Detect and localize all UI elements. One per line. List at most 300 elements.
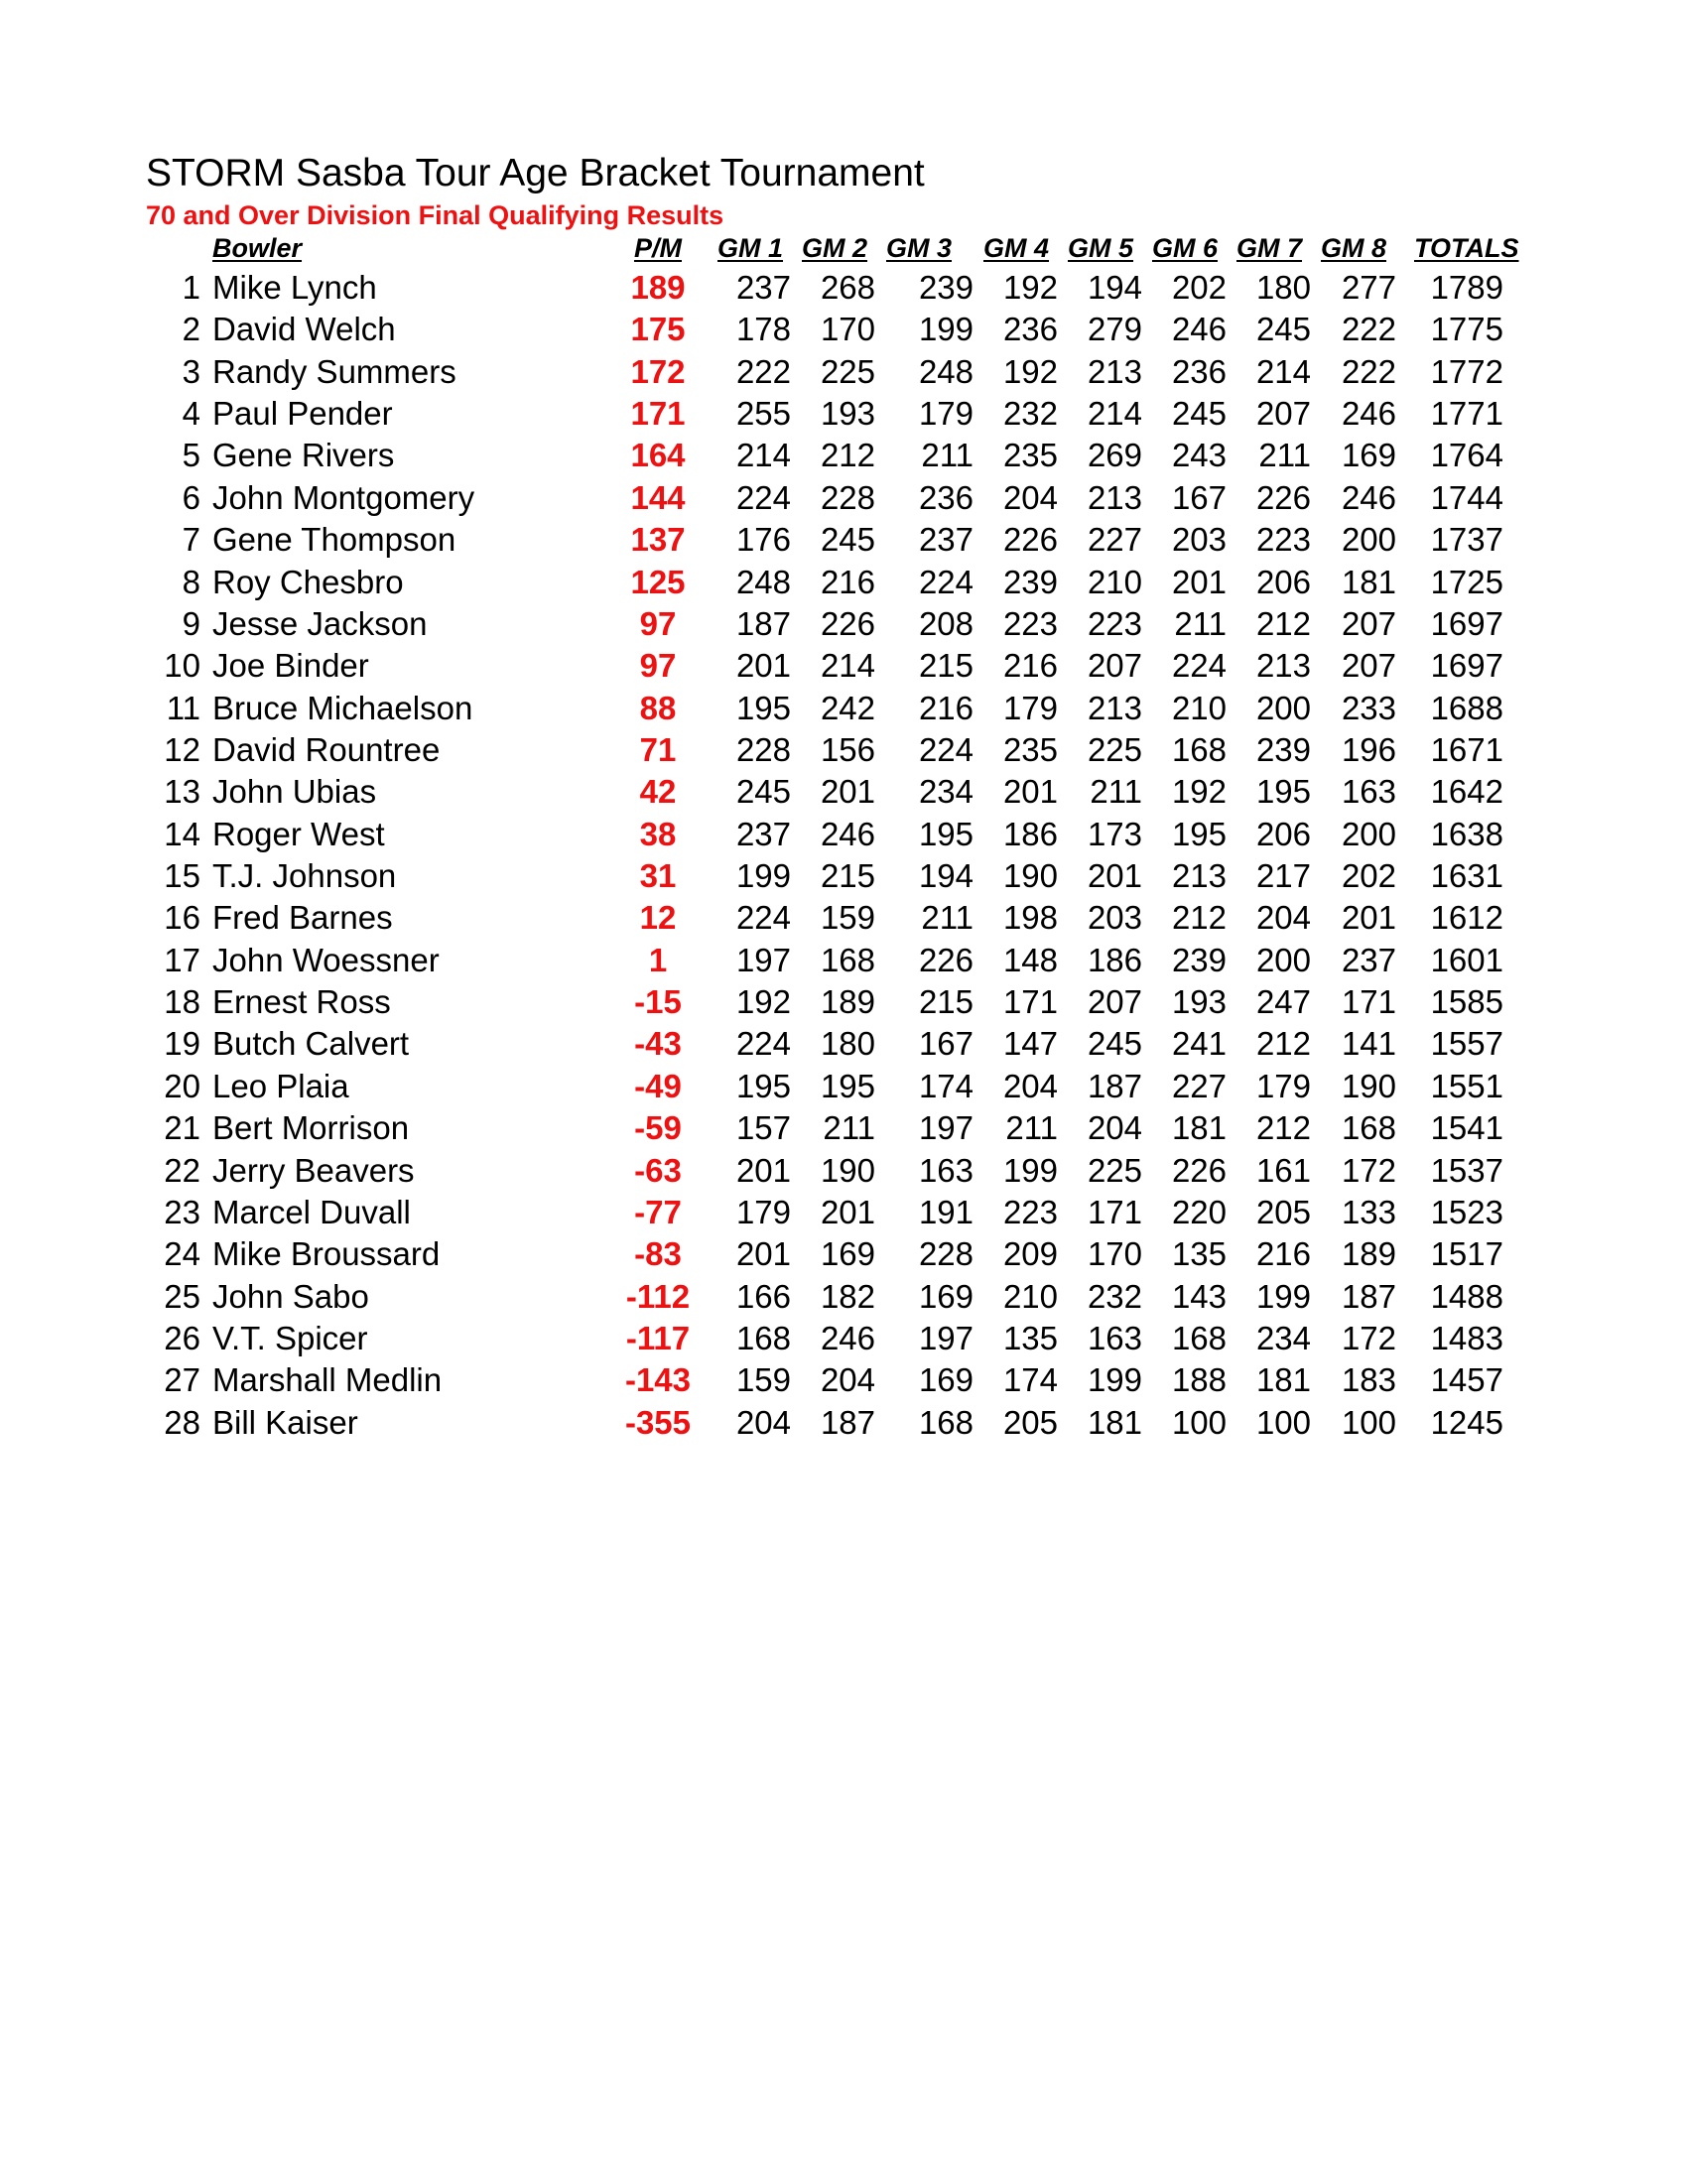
game-4-score-cell: 174: [1002, 1361, 1058, 1399]
table-row: [0, 351, 1688, 393]
game-1-score-cell: 255: [735, 395, 791, 433]
game-5-score-cell: 214: [1087, 395, 1142, 433]
pm-cell: 175: [630, 311, 686, 348]
pm-cell: 38: [639, 815, 677, 852]
game-6-score-cell: 227: [1171, 1067, 1227, 1104]
game-3-score-cell: 191: [918, 1193, 974, 1230]
game-3-score-cell: 237: [918, 521, 974, 559]
total-cell: 1775: [1430, 311, 1503, 348]
game-3-score-cell: 169: [918, 1361, 974, 1399]
pm-cell: -117: [625, 1319, 691, 1356]
game-4-score-cell: 147: [1002, 1025, 1058, 1063]
game-8-score-cell: 100: [1341, 1403, 1396, 1441]
game-5-score-cell: 211: [1090, 773, 1142, 811]
game-5-score-cell: 225: [1087, 730, 1142, 768]
game-5-score-cell: 225: [1087, 1151, 1142, 1189]
game-8-score-cell: 222: [1341, 311, 1396, 348]
game-1-score-cell: 222: [735, 352, 791, 390]
game-6-score-cell: 203: [1171, 521, 1227, 559]
game-2-score-cell: 225: [820, 352, 875, 390]
table-row: [0, 562, 1688, 603]
game-4-score-cell: 135: [1002, 1319, 1058, 1356]
bowler-name-cell: Roy Chesbro: [212, 563, 404, 600]
rank-cell: 7: [182, 521, 200, 559]
pm-cell: -77: [634, 1193, 682, 1230]
game-6-score-cell: 202: [1171, 269, 1227, 306]
game-4-score-cell: 235: [1002, 730, 1058, 768]
rank-cell: 9: [182, 604, 200, 642]
total-cell: 1772: [1430, 352, 1503, 390]
game-2-score-cell: 201: [820, 773, 875, 811]
page-subtitle: 70 and Over Division Final Qualifying Results: [146, 200, 724, 230]
game-3-score-cell: 239: [918, 269, 974, 306]
game-4-score-cell: 239: [1002, 563, 1058, 600]
bowler-name-cell: Joe Binder: [212, 647, 369, 685]
table-row: [0, 1276, 1688, 1318]
pm-cell: -143: [624, 1361, 692, 1399]
bowler-name-cell: T.J. Johnson: [212, 857, 397, 895]
table-row: [0, 1318, 1688, 1359]
game-1-score-cell: 157: [735, 1109, 791, 1147]
table-row: [0, 477, 1688, 519]
game-3-score-cell: 216: [918, 689, 974, 726]
game-3-score-cell: 211: [921, 437, 974, 474]
game-8-score-cell: 233: [1341, 689, 1396, 726]
game-7-score-cell: 200: [1255, 941, 1311, 978]
total-cell: 1523: [1430, 1193, 1503, 1230]
total-cell: 1744: [1430, 478, 1503, 516]
game-1-score-cell: 195: [735, 1067, 791, 1104]
game-7-score-cell: 212: [1255, 604, 1311, 642]
game-6-score-cell: 135: [1171, 1235, 1227, 1273]
game-2-score-cell: 201: [820, 1193, 875, 1230]
game-7-score-cell: 213: [1255, 647, 1311, 685]
rank-cell: 15: [164, 857, 200, 895]
game-3-score-cell: 215: [918, 983, 974, 1021]
game-4-score-cell: 236: [1002, 311, 1058, 348]
game-8-score-cell: 169: [1341, 437, 1396, 474]
game-1-score-cell: 168: [735, 1319, 791, 1356]
game-2-score-cell: 189: [820, 983, 875, 1021]
game-8-score-cell: 222: [1341, 352, 1396, 390]
total-cell: 1601: [1430, 941, 1503, 978]
table-row: [0, 1066, 1688, 1107]
pm-cell: 171: [630, 395, 686, 433]
game-2-score-cell: 245: [820, 521, 875, 559]
game-2-score-cell: 216: [820, 563, 875, 600]
game-6-score-cell: 195: [1171, 815, 1227, 852]
game-1-score-cell: 224: [735, 899, 791, 937]
bowler-name-cell: John Ubias: [212, 773, 377, 811]
game-4-score-cell: 223: [1002, 604, 1058, 642]
game-6-score-cell: 224: [1171, 647, 1227, 685]
game-3-score-cell: 236: [918, 478, 974, 516]
game-3-score-cell: 226: [918, 941, 974, 978]
table-row: [0, 267, 1688, 309]
game-3-score-cell: 174: [918, 1067, 974, 1104]
table-row: [0, 393, 1688, 435]
game-6-score-cell: 192: [1171, 773, 1227, 811]
rank-cell: 26: [164, 1319, 200, 1356]
rank-cell: 20: [164, 1067, 200, 1104]
game-4-score-cell: 179: [1002, 689, 1058, 726]
game-3-score-cell: 194: [918, 857, 974, 895]
game-7-score-cell: 234: [1255, 1319, 1311, 1356]
bowler-name-cell: John Woessner: [212, 941, 440, 978]
total-cell: 1737: [1430, 521, 1503, 559]
game-7-score-cell: 161: [1255, 1151, 1311, 1189]
total-cell: 1585: [1430, 983, 1503, 1021]
bowler-name-cell: Bert Morrison: [212, 1109, 410, 1147]
bowler-name-cell: V.T. Spicer: [212, 1319, 368, 1356]
game-5-score-cell: 187: [1087, 1067, 1142, 1104]
game-2-score-cell: 242: [820, 689, 875, 726]
game-8-score-cell: 168: [1341, 1109, 1396, 1147]
total-cell: 1764: [1430, 437, 1503, 474]
table-row: [0, 771, 1688, 813]
bowler-name-cell: Jerry Beavers: [212, 1151, 415, 1189]
pm-cell: 164: [630, 437, 686, 474]
total-cell: 1551: [1430, 1067, 1503, 1104]
game-4-score-cell: 192: [1002, 352, 1058, 390]
pm-cell: 137: [630, 521, 686, 559]
rank-cell: 4: [182, 395, 200, 433]
game-8-score-cell: 200: [1341, 815, 1396, 852]
game-6-score-cell: 211: [1174, 604, 1227, 642]
game-8-score-cell: 171: [1341, 983, 1396, 1021]
rank-cell: 27: [164, 1361, 200, 1399]
header-gm8: GM 8: [1321, 233, 1387, 263]
game-7-score-cell: 216: [1255, 1235, 1311, 1273]
game-2-score-cell: 268: [820, 269, 875, 306]
game-8-score-cell: 200: [1341, 521, 1396, 559]
game-7-score-cell: 207: [1255, 395, 1311, 433]
bowler-name-cell: David Rountree: [212, 730, 441, 768]
pm-cell: 189: [630, 269, 686, 306]
pm-cell: -43: [634, 1025, 682, 1063]
bowler-name-cell: David Welch: [212, 311, 396, 348]
game-5-score-cell: 186: [1087, 941, 1142, 978]
game-1-score-cell: 178: [735, 311, 791, 348]
game-1-score-cell: 166: [735, 1277, 791, 1315]
game-3-score-cell: 167: [918, 1025, 974, 1063]
total-cell: 1671: [1430, 730, 1503, 768]
rank-cell: 1: [182, 269, 200, 306]
table-row: [0, 688, 1688, 729]
rank-cell: 6: [182, 478, 200, 516]
page-title: STORM Sasba Tour Age Bracket Tournament: [146, 152, 925, 194]
total-cell: 1517: [1430, 1235, 1503, 1273]
pm-cell: 172: [630, 352, 686, 390]
game-7-score-cell: 226: [1255, 478, 1311, 516]
table-row: [0, 1192, 1688, 1233]
game-8-score-cell: 190: [1341, 1067, 1396, 1104]
table-row: [0, 814, 1688, 855]
header-gm5: GM 5: [1068, 233, 1134, 263]
bowler-name-cell: Bruce Michaelson: [212, 689, 473, 726]
game-4-score-cell: 232: [1002, 395, 1058, 433]
game-8-score-cell: 196: [1341, 730, 1396, 768]
game-8-score-cell: 246: [1341, 478, 1396, 516]
game-4-score-cell: 211: [1005, 1109, 1058, 1147]
table-row: [0, 940, 1688, 981]
game-7-score-cell: 212: [1255, 1109, 1311, 1147]
total-cell: 1245: [1430, 1403, 1503, 1441]
game-3-score-cell: 208: [918, 604, 974, 642]
total-cell: 1688: [1430, 689, 1503, 726]
pm-cell: 97: [639, 647, 677, 685]
pm-cell: 31: [639, 857, 677, 895]
game-1-score-cell: 179: [735, 1193, 791, 1230]
game-7-score-cell: 214: [1255, 352, 1311, 390]
pm-cell: 125: [630, 563, 686, 600]
table-row: [0, 981, 1688, 1023]
game-2-score-cell: 226: [820, 604, 875, 642]
table-header: [0, 231, 1688, 267]
rank-cell: 5: [182, 437, 200, 474]
game-3-score-cell: 169: [918, 1277, 974, 1315]
pm-cell: -49: [634, 1067, 682, 1104]
game-8-score-cell: 172: [1341, 1319, 1396, 1356]
game-4-score-cell: 209: [1002, 1235, 1058, 1273]
total-cell: 1697: [1430, 647, 1503, 685]
pm-cell: -59: [634, 1109, 682, 1147]
header-totals: TOTALS: [1414, 233, 1519, 263]
header-pm: P/M: [633, 233, 682, 263]
pm-cell: -83: [634, 1235, 682, 1273]
game-7-score-cell: 205: [1255, 1193, 1311, 1230]
table-row: [0, 603, 1688, 645]
game-1-score-cell: 237: [735, 269, 791, 306]
game-1-score-cell: 224: [735, 1025, 791, 1063]
rank-cell: 16: [164, 899, 200, 937]
rank-cell: 25: [164, 1277, 200, 1315]
game-6-score-cell: 168: [1171, 730, 1227, 768]
bowler-name-cell: Leo Plaia: [212, 1067, 349, 1104]
game-6-score-cell: 168: [1171, 1319, 1227, 1356]
pm-cell: -63: [634, 1151, 682, 1189]
game-6-score-cell: 193: [1171, 983, 1227, 1021]
game-3-score-cell: 228: [918, 1235, 974, 1273]
game-5-score-cell: 203: [1087, 899, 1142, 937]
rank-cell: 22: [164, 1151, 200, 1189]
game-6-score-cell: 167: [1171, 478, 1227, 516]
game-7-score-cell: 245: [1255, 311, 1311, 348]
game-2-score-cell: 169: [820, 1235, 875, 1273]
total-cell: 1541: [1430, 1109, 1503, 1147]
total-cell: 1457: [1430, 1361, 1503, 1399]
game-6-score-cell: 245: [1171, 395, 1227, 433]
game-4-score-cell: 204: [1002, 1067, 1058, 1104]
game-4-score-cell: 171: [1002, 983, 1058, 1021]
rank-cell: 19: [164, 1025, 200, 1063]
pm-cell: 88: [639, 689, 677, 726]
game-2-score-cell: 159: [820, 899, 875, 937]
game-1-score-cell: 197: [735, 941, 791, 978]
game-5-score-cell: 201: [1087, 857, 1142, 895]
table-row: [0, 519, 1688, 561]
game-4-score-cell: 201: [1002, 773, 1058, 811]
game-4-score-cell: 192: [1002, 269, 1058, 306]
game-6-score-cell: 220: [1171, 1193, 1227, 1230]
game-2-score-cell: 193: [820, 395, 875, 433]
header-gm6: GM 6: [1152, 233, 1219, 263]
game-5-score-cell: 213: [1087, 689, 1142, 726]
game-7-score-cell: 223: [1255, 521, 1311, 559]
game-3-score-cell: 224: [918, 563, 974, 600]
game-3-score-cell: 197: [918, 1319, 974, 1356]
game-5-score-cell: 163: [1087, 1319, 1142, 1356]
game-2-score-cell: 246: [820, 815, 875, 852]
game-6-score-cell: 100: [1171, 1403, 1227, 1441]
game-3-score-cell: 179: [918, 395, 974, 433]
total-cell: 1612: [1430, 899, 1503, 937]
game-2-score-cell: 215: [820, 857, 875, 895]
game-3-score-cell: 168: [918, 1403, 974, 1441]
table-row: [0, 1150, 1688, 1192]
bowler-name-cell: Bill Kaiser: [212, 1403, 358, 1441]
rank-cell: 14: [164, 815, 200, 852]
game-7-score-cell: 206: [1255, 815, 1311, 852]
pm-cell: -355: [624, 1403, 692, 1441]
bowler-name-cell: John Sabo: [212, 1277, 369, 1315]
game-2-score-cell: 212: [820, 437, 875, 474]
game-2-score-cell: 182: [820, 1277, 875, 1315]
game-4-score-cell: 190: [1002, 857, 1058, 895]
game-5-score-cell: 269: [1087, 437, 1142, 474]
game-6-score-cell: 201: [1171, 563, 1227, 600]
total-cell: 1789: [1430, 269, 1503, 306]
game-5-score-cell: 232: [1087, 1277, 1142, 1315]
rank-cell: 13: [164, 773, 200, 811]
game-6-score-cell: 143: [1171, 1277, 1227, 1315]
rank-cell: 3: [182, 352, 200, 390]
rank-cell: 18: [164, 983, 200, 1021]
game-4-score-cell: 205: [1002, 1403, 1058, 1441]
game-2-score-cell: 195: [820, 1067, 875, 1104]
total-cell: 1537: [1430, 1151, 1503, 1189]
game-7-score-cell: 206: [1255, 563, 1311, 600]
game-8-score-cell: 187: [1341, 1277, 1396, 1315]
game-7-score-cell: 195: [1255, 773, 1311, 811]
game-8-score-cell: 201: [1341, 899, 1396, 937]
game-6-score-cell: 181: [1171, 1109, 1227, 1147]
game-8-score-cell: 237: [1341, 941, 1396, 978]
game-6-score-cell: 236: [1171, 352, 1227, 390]
game-7-score-cell: 179: [1255, 1067, 1311, 1104]
rank-cell: 17: [164, 941, 200, 978]
rank-cell: 11: [166, 689, 200, 726]
game-2-score-cell: 187: [820, 1403, 875, 1441]
header-gm3: GM 3: [886, 233, 953, 263]
game-5-score-cell: 207: [1087, 983, 1142, 1021]
game-7-score-cell: 239: [1255, 730, 1311, 768]
game-3-score-cell: 163: [918, 1151, 974, 1189]
game-8-score-cell: 277: [1341, 269, 1396, 306]
game-1-score-cell: 159: [735, 1361, 791, 1399]
game-2-score-cell: 180: [820, 1025, 875, 1063]
game-7-score-cell: 180: [1255, 269, 1311, 306]
game-7-score-cell: 200: [1255, 689, 1311, 726]
game-5-score-cell: 213: [1087, 478, 1142, 516]
bowler-name-cell: Jesse Jackson: [212, 604, 428, 642]
total-cell: 1483: [1430, 1319, 1503, 1356]
total-cell: 1725: [1430, 563, 1503, 600]
game-5-score-cell: 181: [1087, 1403, 1142, 1441]
table-row: [0, 855, 1688, 897]
game-1-score-cell: 248: [735, 563, 791, 600]
total-cell: 1642: [1430, 773, 1503, 811]
game-2-score-cell: 156: [820, 730, 875, 768]
bowler-name-cell: Marcel Duvall: [212, 1193, 411, 1230]
rank-cell: 24: [164, 1235, 200, 1273]
game-7-score-cell: 199: [1255, 1277, 1311, 1315]
game-1-score-cell: 201: [735, 647, 791, 685]
game-7-score-cell: 100: [1255, 1403, 1311, 1441]
bowler-name-cell: Marshall Medlin: [212, 1361, 443, 1399]
table-row: [0, 1233, 1688, 1275]
game-7-score-cell: 247: [1255, 983, 1311, 1021]
header-gm4: GM 4: [983, 233, 1050, 263]
game-7-score-cell: 204: [1255, 899, 1311, 937]
game-5-score-cell: 204: [1087, 1109, 1142, 1147]
game-5-score-cell: 194: [1087, 269, 1142, 306]
game-5-score-cell: 199: [1087, 1361, 1142, 1399]
pm-cell: -15: [634, 983, 682, 1021]
game-1-score-cell: 237: [735, 815, 791, 852]
game-3-score-cell: 195: [918, 815, 974, 852]
game-4-score-cell: 204: [1002, 478, 1058, 516]
rank-cell: 23: [164, 1193, 200, 1230]
game-3-score-cell: 197: [918, 1109, 974, 1147]
game-6-score-cell: 188: [1171, 1361, 1227, 1399]
game-4-score-cell: 226: [1002, 521, 1058, 559]
pm-cell: 97: [639, 604, 677, 642]
game-5-score-cell: 173: [1087, 815, 1142, 852]
rank-cell: 21: [164, 1109, 200, 1147]
game-2-score-cell: 246: [820, 1319, 875, 1356]
bowler-name-cell: Mike Broussard: [212, 1235, 441, 1273]
game-8-score-cell: 141: [1341, 1025, 1396, 1063]
game-6-score-cell: 246: [1171, 311, 1227, 348]
game-7-score-cell: 217: [1255, 857, 1311, 895]
game-1-score-cell: 199: [735, 857, 791, 895]
game-1-score-cell: 228: [735, 730, 791, 768]
game-8-score-cell: 246: [1341, 395, 1396, 433]
bowler-name-cell: Paul Pender: [212, 395, 393, 433]
game-5-score-cell: 279: [1087, 311, 1142, 348]
total-cell: 1771: [1430, 395, 1503, 433]
game-1-score-cell: 214: [735, 437, 791, 474]
game-5-score-cell: 171: [1087, 1193, 1142, 1230]
game-4-score-cell: 210: [1002, 1277, 1058, 1315]
game-4-score-cell: 199: [1002, 1151, 1058, 1189]
game-8-score-cell: 207: [1341, 647, 1396, 685]
pm-cell: 144: [630, 478, 686, 516]
game-5-score-cell: 227: [1087, 521, 1142, 559]
game-6-score-cell: 212: [1171, 899, 1227, 937]
pm-cell: -112: [625, 1277, 691, 1315]
game-1-score-cell: 201: [735, 1235, 791, 1273]
game-5-score-cell: 223: [1087, 604, 1142, 642]
table-row: [0, 1023, 1688, 1065]
header-bowler: Bowler: [212, 233, 303, 263]
game-4-score-cell: 198: [1002, 899, 1058, 937]
game-5-score-cell: 210: [1087, 563, 1142, 600]
header-gm1: GM 1: [717, 233, 784, 263]
pm-cell: 12: [639, 899, 677, 937]
rank-cell: 2: [182, 311, 200, 348]
